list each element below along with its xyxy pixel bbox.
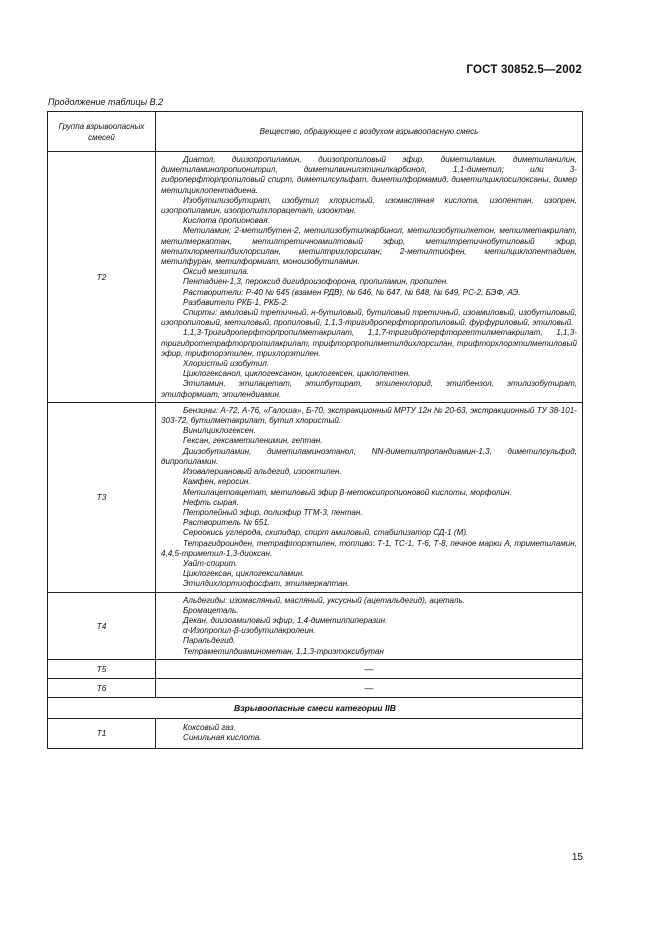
category-heading: Взрывоопасные смеси категории IIВ	[48, 697, 583, 718]
table-caption: Продолжение таблицы В.2	[48, 97, 164, 107]
group-label-t6: Т6	[48, 678, 156, 697]
group-label-t5: Т5	[48, 659, 156, 678]
table-header-row	[48, 112, 583, 152]
col-header-group: Группа взрывоопасных смесей	[48, 112, 156, 152]
table-row-t6	[48, 678, 583, 697]
substance-table	[47, 111, 583, 749]
group-label-t3: Т3	[48, 402, 156, 592]
document-standard-number: ГОСТ 30852.5—2002	[466, 64, 582, 76]
page-number: 15	[571, 852, 583, 863]
table-row-t1	[48, 718, 583, 748]
table-row-t3	[48, 402, 583, 592]
substances-t6: —	[156, 678, 583, 697]
table-category-row	[48, 697, 583, 718]
group-label-t4: Т4	[48, 592, 156, 659]
table-row-t4	[48, 592, 583, 659]
substances-t4: Альдегиды: изомасляный, масляный, уксусный (ацетальдегид), ацеталь. Бромацеталь. Декан, диизоамиловый эфир, 1,4-диметилпиперазин. α-Изопропил-β-изобутилакролеин. Паральдегид. Тетраметилдиаминометан, 1,1,3-триэтоксибутан	[156, 592, 583, 659]
substances-t5: —	[156, 659, 583, 678]
group-label-t2: Т2	[48, 152, 156, 403]
substances-t3: Бензины: А-72, А-76, «Галоша», Б-70, экстракционный МРТУ 12н № 20-63, экстракционный ТУ 38-101-303-72, бутилметакрилат, бутил хлористый. Винилциклогексен. Гексан, гексаметиленимин, гептан. Диизобутиламин, диметиламиноэтанол, NN-диметилпропандиамин-1,3, диметилсульфид, дипропиламин. Изовалериановый альдегид, изооктилен. Камфен, керосин. Метилацетоацетат, метиловый эфир β-метоксипропионовой кислоты, морфолин. Нефть сырая. Петролейный эфир, полиэфир ТГМ-3, пентан. Растворитель № 651. Сероокись углерода, скипидар, спирт амиловый, стабилизатор СД-1 (М). Тетрагидроинден, тетрафторэтилен, топливо: Т-1, ТС-1, Т-6, Т-8, печное марки А, триметиламин, 4,4,5-триметил-1,3-диоксан. Уайт-спирит. Циклогексан, циклогексиламин. Этилдихлортиофосфат, этилмеркаптан.	[156, 402, 583, 592]
substances-t1: Коксовый газ. Синильная кислота.	[156, 718, 583, 748]
group-label-t1: Т1	[48, 718, 156, 748]
table-row-t5	[48, 659, 583, 678]
col-header-substance: Вещество, образующее с воздухом взрывоопасную смесь	[156, 112, 583, 152]
table-row-t2	[48, 152, 583, 403]
substances-t2: Диатол, диизопропиламин, диизопропиловый эфир, диметиламин, диметиланилин, диметиламинопропионитрил, диметилвинилэтинилкарбинол, 1,1-диметил; или 3-гидроперфторпропиловый спирт, диметилсульфат, диметилформамид, диметилциклосилоксаны, димер метилциклопентадиена. Изобутилизобутират, изобутил хлористый, изомасляная кислота, изопентан, изопрен, изопропиламин, изопропилхлорацетат, изооктан. Кислота пропионовая. Метиламин; 2-метилбутен-2, метилизобутилкарбинол, метилизобутилкетон, метилметакрилат, метилмеркаптан, метилтретичноамилтовый эфир, метилтретичнобутиловый эфир, метилхлорметилдихлорсилан, метилтрихлорсилан; 2-метилтиофен, метилциклопентадиен, метилфуран, метилформиат, моноизобутиламин. Оксид мезитила. Пентадиен-1,3, пероксид дигидроизофорона, пропиламин, пропилен. Растворители: Р-40 № 645 (взамен РДВ), № 646, № 647, № 648, № 649, РС-2, БЭФ, АЭ. Разбавители РКБ-1, РКБ-2. Спирты: амиловый третичный, н-бутиловый, бутиловый третичный, изоамиловый, изобутиловый, изопропиловый, метиловый, пропиловый, 1,1,3-тригидроперфторпропиловый, фурфуриловый, этиловый. 1,1,3-Тригидроперфторпропилметакрилат, 1,1,7-тригидроперфторгептилметакрилат, 1,1,3-тригидротетрафторпропилакрилат, трифторпропилметилдихлорсилан, трифторхлорэтилметиловый эфир, трифторэтилен, трихлорэтилен. Хлористый изобутил. Циклогексанол, циклогексанон, циклогексен, циклопентен. Этиламин, этилацетат, этилбутират, этиленхлорид, этилбензол, этилизобутират, этилформиат, этилендиамин.	[156, 152, 583, 403]
